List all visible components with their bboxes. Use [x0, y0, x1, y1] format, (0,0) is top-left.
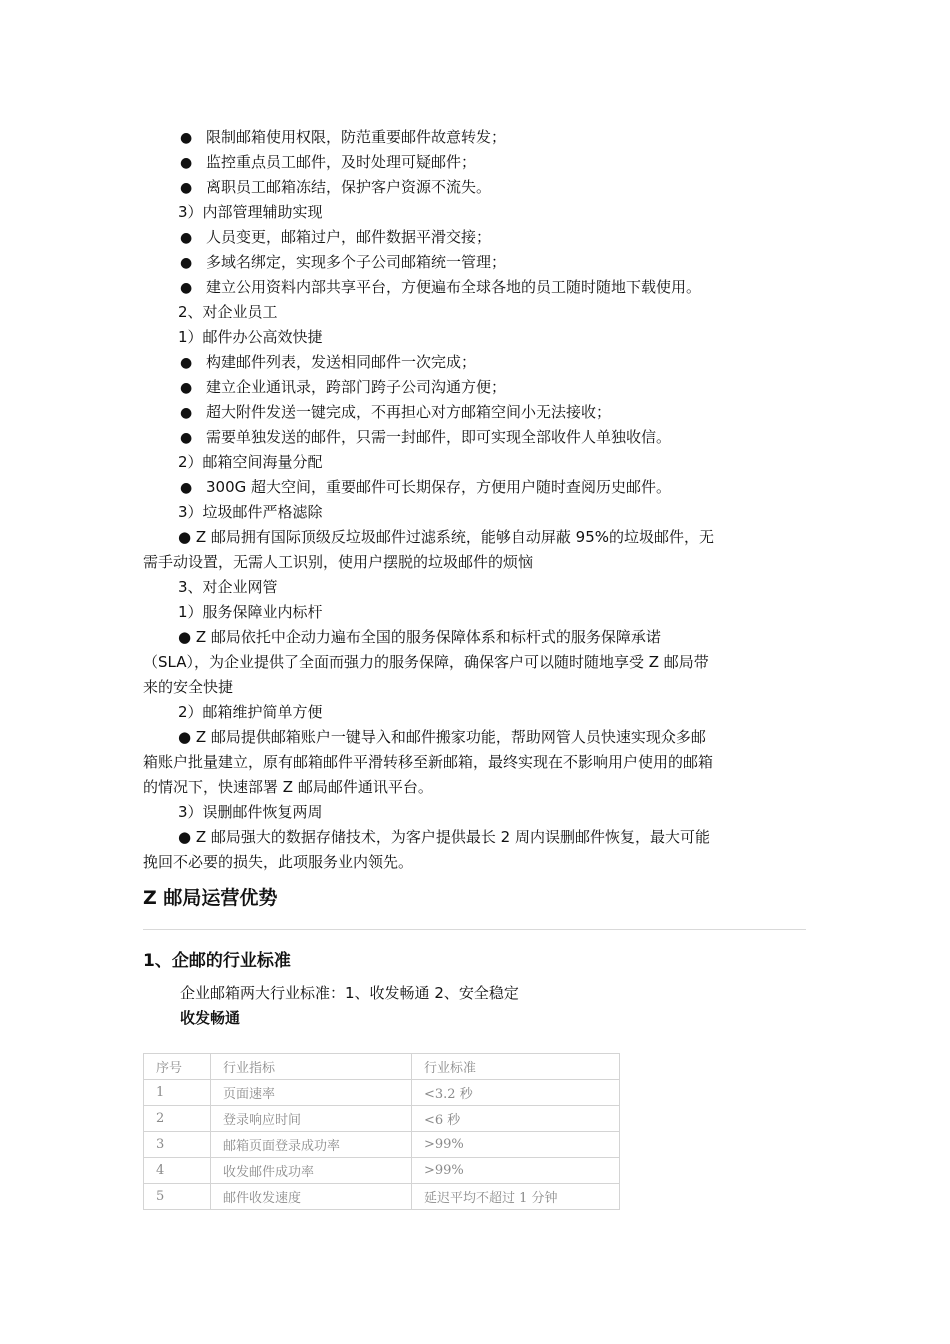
bullet-icon: ● [180, 405, 193, 421]
list-item [180, 177, 491, 198]
list-item-text: 超大附件发送一键完成，不再担心对方邮箱空间小无法接收； [206, 403, 612, 421]
table-header-cell: 行业指标 [211, 1054, 412, 1080]
paragraph-first-line: ● Z 邮局强大的数据存储技术，为客户提供最长 2 周内误删邮件恢复，最大可能 [178, 828, 710, 846]
list-item [180, 277, 701, 298]
list-item [180, 477, 671, 498]
paragraph-line: 的情况下，快速部署 Z 邮局邮件通讯平台。 [143, 778, 433, 796]
table-cell: 2 [144, 1106, 211, 1132]
list-item-text: 建立企业通讯录，跨部门跨子公司沟通方便； [206, 378, 507, 396]
bullet-icon: ● [180, 380, 193, 396]
table-row [144, 1158, 620, 1184]
table-header-cell: 序号 [144, 1054, 211, 1080]
list-item [180, 252, 506, 273]
subsection-text: 1）邮件办公高效快捷 [178, 328, 323, 346]
paragraph-first-line: ● Z 邮局依托中企动力遍布全国的服务保障体系和标杆式的服务保障承诺 [178, 628, 661, 646]
section-heading: Z 邮局运营优势 [143, 887, 278, 909]
list-item [180, 352, 476, 373]
table-cell: 3 [144, 1132, 211, 1158]
table-cell: <6 秒 [412, 1106, 620, 1132]
table-cell: 延迟平均不超过 1 分钟 [412, 1184, 620, 1210]
subsection-text: 3）垃圾邮件严格滤除 [178, 503, 323, 521]
table-row [144, 1184, 620, 1210]
bullet-icon: ● [180, 130, 193, 146]
table-header-row [144, 1054, 620, 1080]
table-header-cell: 行业标准 [412, 1054, 620, 1080]
table-cell: 收发邮件成功率 [211, 1158, 412, 1184]
table-row [144, 1106, 620, 1132]
list-item-text: 限制邮箱使用权限，防范重要邮件故意转发； [206, 128, 507, 146]
table-cell: >99% [412, 1158, 620, 1184]
subsection-heading: 1、企邮的行业标准 [143, 951, 291, 971]
list-item [180, 427, 671, 448]
section-label [178, 302, 278, 322]
subsection-label: 3）误删邮件恢复两周 [178, 803, 323, 821]
list-item-text: 需要单独发送的邮件，只需一封邮件，即可实现全部收件人单独收信。 [206, 428, 672, 446]
standards-subtitle: 收发畅通 [180, 1009, 241, 1027]
bullet-icon: ● [180, 280, 193, 296]
table-cell: 5 [144, 1184, 211, 1210]
section-text: 2、对企业员工 [178, 303, 278, 321]
bullet-icon: ● [180, 230, 193, 246]
list-item-text: 建立公用资料内部共享平台，方便遍布全球各地的员工随时随地下载使用。 [206, 278, 702, 296]
subsection-label [178, 452, 323, 472]
bullet-icon: ● [180, 430, 193, 446]
list-item [180, 377, 506, 398]
list-item-text: 构建邮件列表，发送相同邮件一次完成； [206, 353, 477, 371]
list-item-text: 人员变更，邮箱过户，邮件数据平滑交接； [206, 228, 492, 246]
table-cell: <3.2 秒 [412, 1080, 620, 1106]
table-cell: 邮件收发速度 [211, 1184, 412, 1210]
section-label: 3、对企业网管 [178, 578, 278, 596]
bullet-icon: ● [180, 255, 193, 271]
table-row [144, 1080, 620, 1106]
paragraph-line: 挽回不必要的损失，此项服务业内领先。 [143, 853, 414, 871]
subsection-text: 3）内部管理辅助实现 [178, 203, 323, 221]
bullet-icon: ● [180, 180, 193, 196]
subsection-text: 2）邮箱空间海量分配 [178, 453, 323, 471]
paragraph-line: 箱账户批量建立，原有邮箱邮件平滑转移至新邮箱，最终实现在不影响用户使用的邮箱 [143, 753, 714, 771]
standards-intro: 企业邮箱两大行业标准：1、收发畅通 2、安全稳定 [180, 984, 519, 1002]
table-cell: 登录响应时间 [211, 1106, 412, 1132]
list-item-text: 监控重点员工邮件，及时处理可疑邮件； [206, 153, 477, 171]
list-item [180, 127, 506, 148]
list-item-text: 离职员工邮箱冻结，保护客户资源不流失。 [206, 178, 492, 196]
bullet-icon: ● [180, 480, 193, 496]
subsection-label [178, 502, 323, 522]
list-item-text: 多域名绑定，实现多个子公司邮箱统一管理； [206, 253, 507, 271]
subsection-label: 1）服务保障业内标杆 [178, 603, 323, 621]
bullet-icon: ● [180, 155, 193, 171]
standards-table [143, 1053, 620, 1210]
subsection-label: 2）邮箱维护简单方便 [178, 703, 323, 721]
divider [143, 929, 806, 930]
paragraph-line: 来的安全快捷 [143, 678, 234, 696]
paragraph-first-line: ● Z 邮局拥有国际顶级反垃圾邮件过滤系统，能够自动屏蔽 95%的垃圾邮件，无 [178, 528, 715, 546]
subsection-label [178, 327, 323, 347]
table-cell: 邮箱页面登录成功率 [211, 1132, 412, 1158]
table-cell: 4 [144, 1158, 211, 1184]
table-cell: 页面速率 [211, 1080, 412, 1106]
paragraph-first-line: ● Z 邮局提供邮箱账户一键导入和邮件搬家功能，帮助网管人员快速实现众多邮 [178, 728, 706, 746]
list-item [180, 152, 476, 173]
paragraph-line: （SLA），为企业提供了全面而强力的服务保障，确保客户可以随时随地享受 Z 邮局带 [143, 653, 709, 671]
table-cell: >99% [412, 1132, 620, 1158]
table-row [144, 1132, 620, 1158]
table-cell: 1 [144, 1080, 211, 1106]
bullet-icon: ● [180, 355, 193, 371]
subsection-label [178, 202, 323, 222]
paragraph-line: 需手动设置，无需人工识别，使用户摆脱的垃圾邮件的烦恼 [143, 553, 534, 571]
list-item-text: 300G 超大空间，重要邮件可长期保存，方便用户随时查阅历史邮件。 [206, 478, 672, 496]
list-item [180, 402, 611, 423]
list-item [180, 227, 491, 248]
